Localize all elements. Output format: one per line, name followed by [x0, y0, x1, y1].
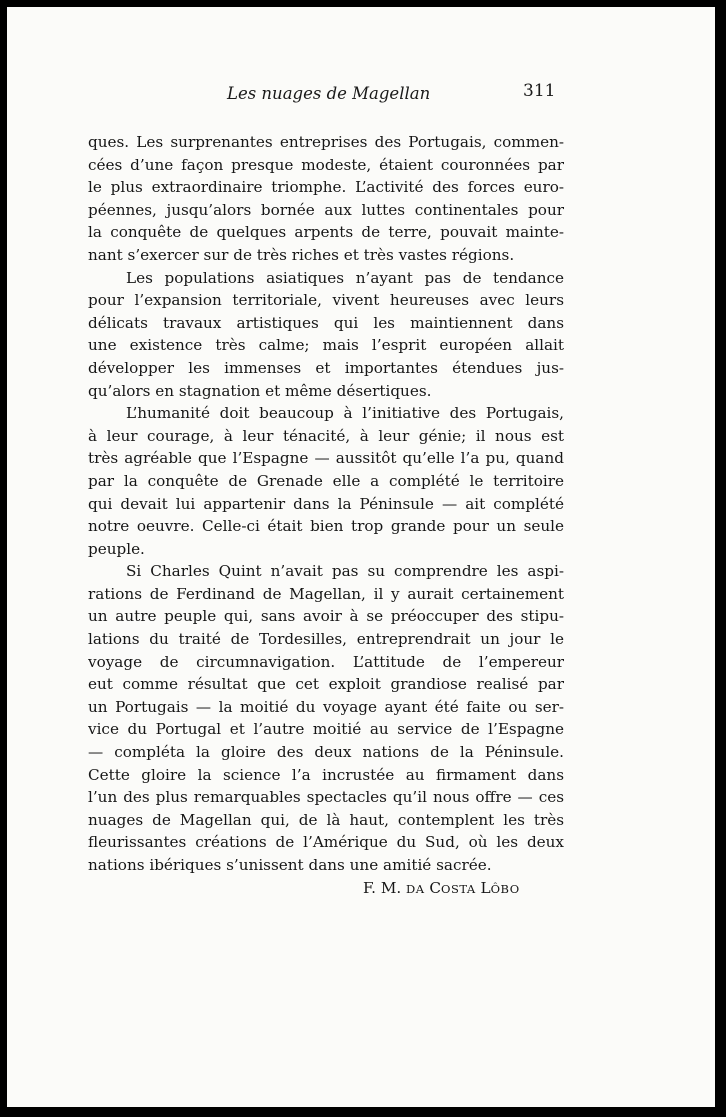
- text-line: Les populations asiatiques n’ayant pas de tendance: [126, 268, 564, 287]
- author-signature: [363, 879, 520, 897]
- document-page: [7, 7, 715, 1107]
- author-name-2: LÔBO: [480, 879, 520, 897]
- text-line: nations ibériques s’unissent dans une amitié sacrée.: [88, 856, 492, 874]
- body-text: [88, 131, 564, 877]
- text-line: à leur courage, à leur ténacité, à leur génie; il nous est: [88, 426, 564, 445]
- text-line: notre oeuvre. Celle-ci était bien trop grande pour un seule: [88, 517, 564, 536]
- text-line: nant s’exercer sur de très riches et très vastes régions.: [88, 245, 515, 264]
- text-line: ques. Les surprenantes entreprises des Portugais, commen-: [88, 133, 564, 151]
- text-line: Si Charles Quint n’avait pas su comprendre les aspi-: [126, 562, 564, 581]
- text-line: qu’alors en stagnation et même désertiques.: [88, 381, 432, 400]
- text-line: un autre peuple qui, sans avoir à se préoccuper des stipu-: [88, 607, 564, 626]
- text-line: qui devait lui appartenir dans la Péninsule — ait complété: [88, 494, 564, 513]
- text-line: peuple.: [88, 539, 145, 558]
- text-line: fleurissantes créations de l’Amérique du Sud, où les deux: [88, 833, 564, 852]
- author-initials: F. M.: [363, 879, 402, 897]
- text-line: eut comme résultat que cet exploit grandiose realisé par: [88, 675, 564, 694]
- author-name-1: COSTA: [429, 879, 476, 897]
- text-line: très agréable que l’Espagne — aussitôt qu’elle l’a pu, quand: [88, 449, 564, 468]
- text-line: pour l’expansion territoriale, vivent heureuses avec leurs: [88, 291, 564, 310]
- text-line: Cette gloire la science l’a incrustée au firmament dans: [88, 765, 564, 784]
- text-line: une existence très calme; mais l’esprit européen allait: [88, 336, 564, 355]
- running-title: Les nuages de Magellan: [227, 84, 431, 103]
- text-line: la conquête de quelques arpents de terre, pouvait mainte-: [88, 223, 564, 242]
- text-line: — compléta la gloire des deux nations de la Péninsule.: [88, 743, 564, 762]
- text-line: nuages de Magellan qui, de là haut, contemplent les très: [88, 810, 564, 829]
- text-line: vice du Portugal et l’autre moitié au service de l’Espagne: [88, 720, 564, 739]
- author-particle: DA: [406, 882, 425, 896]
- text-line: péennes, jusqu’alors bornée aux luttes continentales pour: [88, 200, 564, 219]
- running-head: [7, 81, 715, 110]
- text-line: délicats travaux artistiques qui les maintiennent dans: [88, 313, 564, 332]
- text-line: un Portugais — la moitié du voyage ayant été faite ou ser-: [88, 697, 564, 716]
- text-line: par la conquête de Grenade elle a complété le territoire: [88, 471, 564, 490]
- text-line: le plus extraordinaire triomphe. L’activité des forces euro-: [88, 178, 564, 197]
- page-number: 311: [523, 81, 556, 101]
- text-line: cées d’une façon presque modeste, étaient couronnées par: [88, 155, 564, 174]
- text-line: l’un des plus remarquables spectacles qu’il nous offre — ces: [88, 788, 564, 807]
- text-line: L’humanité doit beaucoup à l’initiative des Portugais,: [126, 404, 564, 423]
- text-line: développer les immenses et importantes étendues jus-: [88, 358, 564, 377]
- text-line: lations du traité de Tordesilles, entreprendrait un jour le: [88, 630, 564, 649]
- text-line: rations de Ferdinand de Magellan, il y aurait certainement: [88, 584, 564, 603]
- text-line: voyage de circumnavigation. L’attitude de l’empereur: [88, 652, 564, 671]
